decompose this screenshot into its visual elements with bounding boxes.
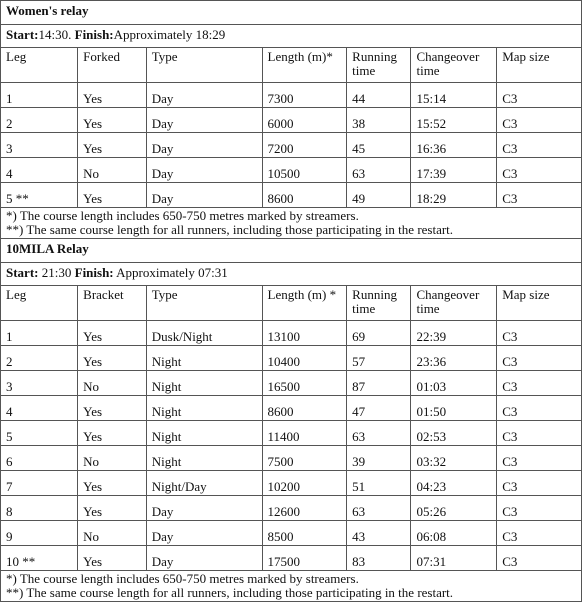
women-finish-time: Approximately 18:29 (113, 27, 226, 42)
table-cell: 10 ** (1, 546, 78, 571)
table-cell: 2 (1, 346, 78, 371)
table-cell: C3 (497, 371, 582, 396)
header-map-size: Map size (497, 286, 582, 321)
table-cell: 05:26 (411, 496, 497, 521)
table-row (1, 133, 582, 158)
table-cell: Yes (78, 346, 147, 371)
women-notes (1, 208, 582, 239)
table-cell: 16:36 (411, 133, 497, 158)
mila-note-2: **) The same course length for all runners, including those participating in the restart. (6, 585, 454, 600)
mila-start-finish (1, 263, 582, 286)
table-cell: C3 (497, 321, 582, 346)
table-cell: 7200 (262, 133, 347, 158)
table-row (1, 471, 582, 496)
table-cell: 43 (347, 521, 411, 546)
table-cell: 3 (1, 133, 78, 158)
table-cell: 8600 (262, 396, 347, 421)
table-cell: C3 (497, 133, 582, 158)
table-row (1, 371, 582, 396)
table-cell: C3 (497, 396, 582, 421)
table-cell: Yes (78, 133, 147, 158)
table-cell: 23:36 (411, 346, 497, 371)
table-cell: 07:31 (411, 546, 497, 571)
header-type: Type (146, 48, 262, 83)
table-cell: 63 (347, 421, 411, 446)
table-cell: 44 (347, 83, 411, 108)
table-row (1, 346, 582, 371)
table-row (1, 183, 582, 208)
mila-notes (1, 571, 582, 602)
women-start-finish (1, 25, 582, 48)
table-row (1, 546, 582, 571)
header-running-time: Running time (347, 48, 411, 83)
table-cell: 17500 (262, 546, 347, 571)
table-cell: 57 (347, 346, 411, 371)
header-leg: Leg (1, 48, 78, 83)
women-note-2: **) The same course length for all runners, including those participating in the restart. (6, 222, 454, 237)
table-cell: No (78, 371, 147, 396)
women-start-label: Start: (6, 27, 39, 42)
table-row (1, 158, 582, 183)
mila-relay-title: 10MILA Relay (1, 239, 582, 263)
mila-header-row (1, 286, 582, 321)
header-forked: Forked (78, 48, 147, 83)
table-cell: 6000 (262, 108, 347, 133)
table-cell: Day (146, 158, 262, 183)
table-cell: C3 (497, 83, 582, 108)
table-cell: 49 (347, 183, 411, 208)
table-cell: 38 (347, 108, 411, 133)
table-cell: 12600 (262, 496, 347, 521)
table-cell: 1 (1, 83, 78, 108)
table-cell: 10400 (262, 346, 347, 371)
header-type: Type (146, 286, 262, 321)
table-cell: 47 (347, 396, 411, 421)
table-cell: 7300 (262, 83, 347, 108)
table-cell: 87 (347, 371, 411, 396)
table-row (1, 321, 582, 346)
table-cell: Yes (78, 496, 147, 521)
table-cell: Day (146, 133, 262, 158)
table-cell: 06:08 (411, 521, 497, 546)
table-cell: C3 (497, 346, 582, 371)
table-cell: Yes (78, 108, 147, 133)
table-cell: Yes (78, 421, 147, 446)
table-cell: 15:14 (411, 83, 497, 108)
table-cell: C3 (497, 183, 582, 208)
table-cell: 16500 (262, 371, 347, 396)
table-cell: 4 (1, 396, 78, 421)
header-bracket: Bracket (78, 286, 147, 321)
table-cell: Day (146, 183, 262, 208)
table-cell: Night/Day (146, 471, 262, 496)
mila-note-1: *) The course length includes 650-750 metres marked by streamers. (6, 571, 359, 586)
table-cell: 18:29 (411, 183, 497, 208)
table-cell: 8600 (262, 183, 347, 208)
header-map-size: Map size (497, 48, 582, 83)
table-cell: 6 (1, 446, 78, 471)
table-cell: C3 (497, 158, 582, 183)
table-cell: Yes (78, 321, 147, 346)
table-cell: 5 ** (1, 183, 78, 208)
table-cell: Yes (78, 183, 147, 208)
table-row (1, 421, 582, 446)
table-cell: 04:23 (411, 471, 497, 496)
table-cell: 83 (347, 546, 411, 571)
table-cell: 11400 (262, 421, 347, 446)
table-cell: 2 (1, 108, 78, 133)
table-cell: Night (146, 396, 262, 421)
table-cell: 3 (1, 371, 78, 396)
table-cell: Night (146, 446, 262, 471)
table-cell: C3 (497, 471, 582, 496)
table-cell: No (78, 158, 147, 183)
table-cell: 9 (1, 521, 78, 546)
table-cell: 17:39 (411, 158, 497, 183)
header-leg: Leg (1, 286, 78, 321)
table-cell: 10200 (262, 471, 347, 496)
table-cell: 02:53 (411, 421, 497, 446)
mila-finish-label: Finish: (74, 265, 114, 280)
table-cell: 39 (347, 446, 411, 471)
table-row (1, 521, 582, 546)
table-cell: Yes (78, 83, 147, 108)
table-cell: No (78, 521, 147, 546)
header-length: Length (m)* (262, 48, 347, 83)
table-cell: C3 (497, 108, 582, 133)
table-cell: 01:03 (411, 371, 497, 396)
header-length: Length (m) * (262, 286, 347, 321)
header-running-time: Running time (347, 286, 411, 321)
women-note-1: *) The course length includes 650-750 metres marked by streamers. (6, 208, 359, 223)
table-cell: 7500 (262, 446, 347, 471)
table-cell: 22:39 (411, 321, 497, 346)
mila-finish-time: Approximately 07:31 (113, 265, 228, 280)
table-cell: C3 (497, 546, 582, 571)
table-cell: 45 (347, 133, 411, 158)
mila-start-label: Start: (6, 265, 39, 280)
table-cell: Night (146, 346, 262, 371)
table-cell: 15:52 (411, 108, 497, 133)
table-cell: C3 (497, 521, 582, 546)
table-cell: 63 (347, 158, 411, 183)
table-cell: Night (146, 371, 262, 396)
table-cell: Yes (78, 396, 147, 421)
women-relay-title: Women's relay (1, 1, 582, 25)
table-cell: Yes (78, 546, 147, 571)
table-cell: 03:32 (411, 446, 497, 471)
table-cell: 7 (1, 471, 78, 496)
table-cell: Day (146, 108, 262, 133)
table-cell: Day (146, 496, 262, 521)
table-cell: 8500 (262, 521, 347, 546)
table-cell: 5 (1, 421, 78, 446)
table-cell: 10500 (262, 158, 347, 183)
table-row (1, 446, 582, 471)
table-cell: 01:50 (411, 396, 497, 421)
table-cell: 63 (347, 496, 411, 521)
table-cell: Yes (78, 471, 147, 496)
women-start-time: 14:30. (38, 27, 72, 42)
table-cell: 13100 (262, 321, 347, 346)
table-row (1, 83, 582, 108)
table-cell: 1 (1, 321, 78, 346)
table-cell: Dusk/Night (146, 321, 262, 346)
table-cell: Night (146, 421, 262, 446)
table-cell: C3 (497, 446, 582, 471)
header-changeover-time: Changeover time (411, 48, 497, 83)
table-row (1, 396, 582, 421)
table-row (1, 108, 582, 133)
women-header-row (1, 48, 582, 83)
table-cell: No (78, 446, 147, 471)
table-cell: 8 (1, 496, 78, 521)
table-row (1, 496, 582, 521)
table-cell: Day (146, 521, 262, 546)
table-cell: Day (146, 546, 262, 571)
table-cell: 4 (1, 158, 78, 183)
women-finish-label: Finish: (74, 27, 114, 42)
table-cell: Day (146, 83, 262, 108)
mila-start-time: 21:30 (38, 265, 75, 280)
table-cell: 51 (347, 471, 411, 496)
header-changeover-time: Changeover time (411, 286, 497, 321)
table-cell: C3 (497, 421, 582, 446)
table-cell: C3 (497, 496, 582, 521)
table-cell: 69 (347, 321, 411, 346)
